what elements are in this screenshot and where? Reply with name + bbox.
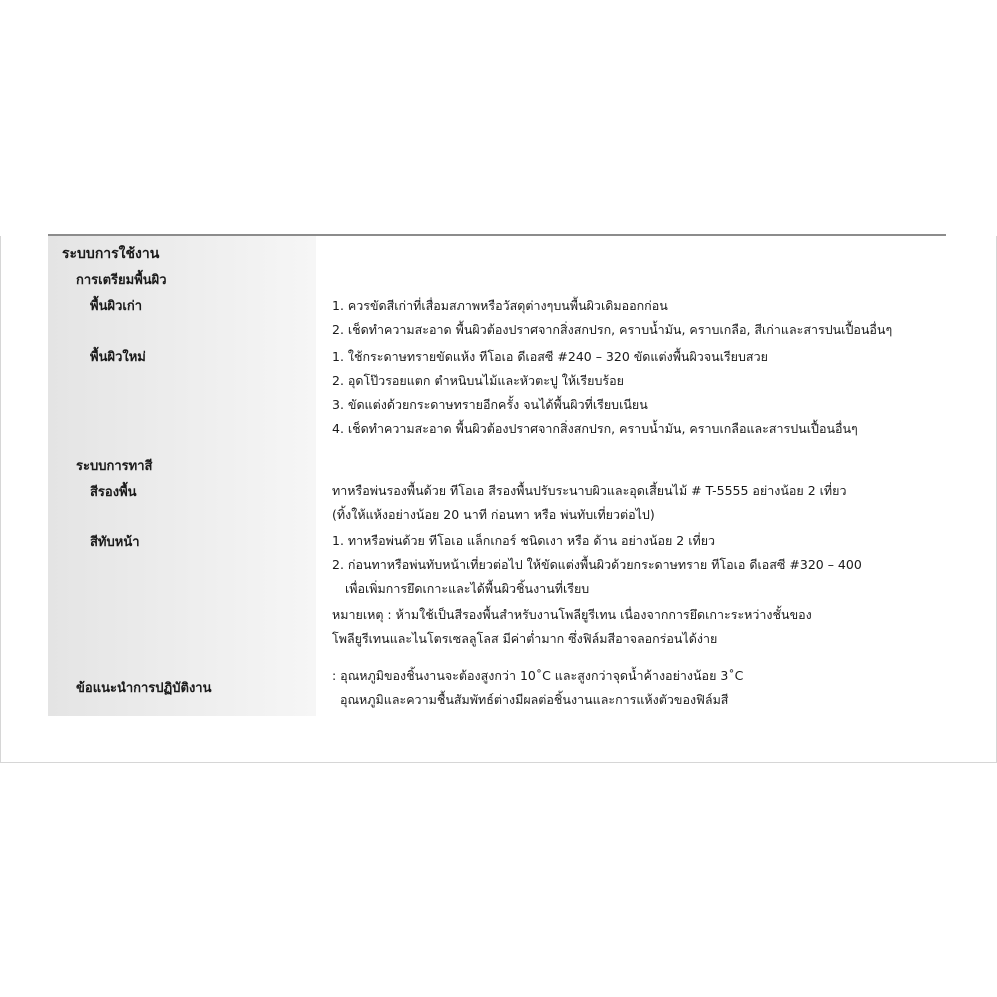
recommendation-line: : อุณหภูมิของชิ้นงานจะต้องสูงกว่า 10˚C และสูงกว่าจุดน้ำค้างอย่างน้อย 3˚C (332, 668, 744, 683)
section-title: ระบบการใช้งาน (62, 246, 160, 262)
primer-line: ทาหรือพ่นรองพื้นด้วย ทีโอเอ สีรองพื้นปรับระนาบผิวและอุดเสี้ยนไม้ # T-5555 อย่างน้อย 2 เที่ยว (332, 483, 847, 498)
old-surface-label: พื้นผิวเก่า (90, 299, 142, 314)
preparation-title: การเตรียมพื้นผิว (76, 273, 167, 288)
topcoat-note: หมายเหตุ : ห้ามใช้เป็นสีรองพื้นสำหรับงานโพลียูรีเทน เนื่องจากการยึดเกาะระหว่างชั้นของ (332, 607, 812, 622)
primer-line: (ทิ้งให้แห้งอย่างน้อย 20 นาที ก่อนทา หรือ พ่นทับเที่ยวต่อไป) (332, 507, 655, 522)
topcoat-label: สีทับหน้า (90, 535, 140, 550)
painting-title: ระบบการทาสี (76, 459, 153, 474)
new-surface-line: 3. ขัดแต่งด้วยกระดาษทรายอีกครั้ง จนได้พื้นผิวที่เรียบเนียน (332, 397, 648, 412)
topcoat-line: 2. ก่อนทาหรือพ่นทับหน้าเที่ยวต่อไป ให้ขัดแต่งพื้นผิวด้วยกระดาษทราย ทีโอเอ ดีเอสซี #320 – 400 (332, 557, 862, 572)
recommendation-line: อุณหภูมิและความชื้นสัมพัทธ์ต่างมีผลต่อชิ้นงานและการแห้งตัวของฟิล์มสี (332, 692, 729, 707)
recommendation-label: ข้อแนะนำการปฏิบัติงาน (76, 681, 212, 696)
new-surface-line: 4. เช็ดทำความสะอาด พื้นผิวต้องปราศจากสิ่งสกปรก, คราบน้ำมัน, คราบเกลือและสารปนเปื้อนอื่นๆ (332, 421, 858, 436)
new-surface-line: 2. อุดโป๊วรอยแตก ตำหนิบนไม้และหัวตะปู ให้เรียบร้อย (332, 373, 624, 388)
label-column (48, 236, 316, 716)
new-surface-label: พื้นผิวใหม่ (90, 350, 146, 365)
topcoat-line: เพื่อเพิ่มการยึดเกาะและได้พื้นผิวชิ้นงานที่เรียบ (345, 581, 590, 596)
topcoat-line: 1. ทาหรือพ่นด้วย ทีโอเอ แล็กเกอร์ ชนิดเงา หรือ ด้าน อย่างน้อย 2 เที่ยว (332, 533, 716, 548)
old-surface-line: 2. เช็ดทำความสะอาด พื้นผิวต้องปราศจากสิ่งสกปรก, คราบน้ำมัน, คราบเกลือ, สีเก่าและสารปนเปื้อนอื่นๆ (332, 322, 893, 337)
old-surface-line: 1. ควรขัดสีเก่าที่เสื่อมสภาพหรือวัสดุต่างๆบนพื้นผิวเดิมออกก่อน (332, 298, 668, 313)
primer-label: สีรองพื้น (90, 485, 137, 500)
topcoat-note: โพลียูรีเทนและไนโตรเซลลูโลส มีค่าต่ำมาก ซึ่งฟิล์มสีอาจลอกร่อนได้ง่าย (332, 631, 718, 646)
top-divider (48, 234, 946, 236)
new-surface-line: 1. ใช้กระดาษทรายขัดแห้ง ทีโอเอ ดีเอสซี #240 – 320 ขัดแต่งพื้นผิวจนเรียบสวย (332, 349, 768, 364)
